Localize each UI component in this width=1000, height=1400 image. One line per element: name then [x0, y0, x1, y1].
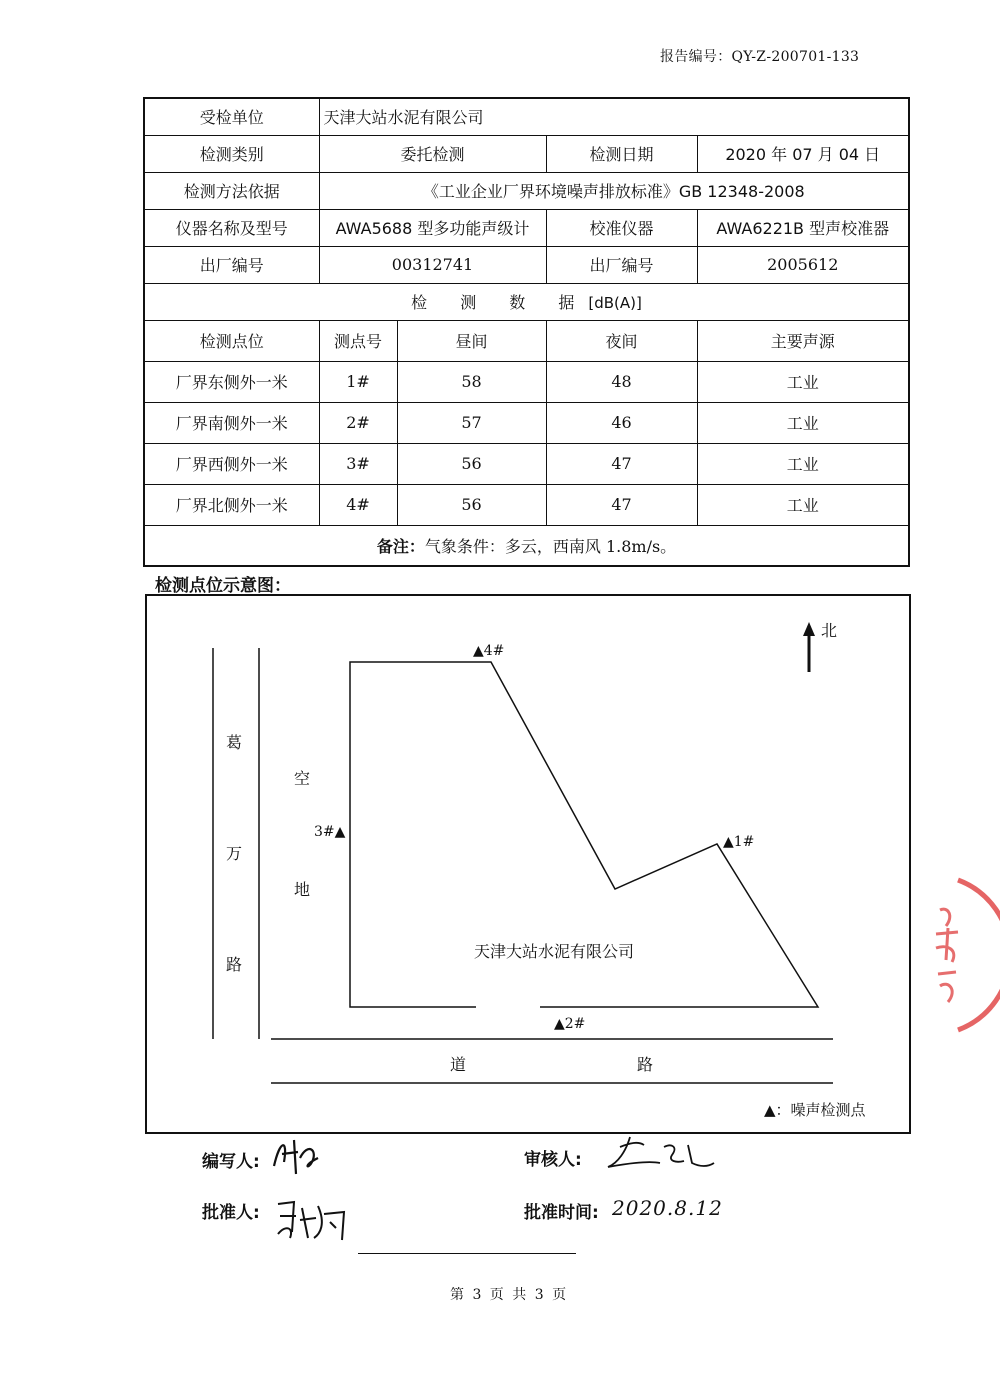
table-row: [144, 361, 909, 402]
row-point: 3#: [319, 443, 397, 484]
north-label: 北: [821, 621, 838, 640]
inspection-table: [143, 97, 910, 567]
header-point: 测点号: [319, 320, 397, 361]
calibrator-value: AWA6221B 型声校准器: [697, 209, 909, 246]
row-day: 56: [397, 484, 546, 525]
writer-signature: [268, 1132, 326, 1180]
row-point: 2#: [319, 402, 397, 443]
company-label: 天津大站水泥有限公司: [474, 942, 635, 961]
point-1-marker: ▲1#: [723, 834, 755, 850]
table-row: [144, 484, 909, 525]
west-road-char-3: 路: [226, 955, 243, 974]
approval-time-label: 批准时间:: [524, 1203, 599, 1223]
row-point: 4#: [319, 484, 397, 525]
instrument-label: 仪器名称及型号: [144, 209, 319, 246]
row-day: 58: [397, 361, 546, 402]
row-night: 48: [546, 361, 697, 402]
category-label: 检测类别: [144, 135, 319, 172]
row-night: 47: [546, 484, 697, 525]
approver-signature: [272, 1194, 354, 1244]
inspected-unit-label: 受检单位: [144, 98, 319, 135]
category-value: 委托检测: [319, 135, 546, 172]
south-road-char-1: 道: [450, 1055, 467, 1074]
approver-label: 批准人:: [202, 1203, 260, 1223]
instrument-serial-value: 00312741: [319, 246, 546, 283]
row-location: 厂界西侧外一米: [144, 443, 319, 484]
row-night: 47: [546, 443, 697, 484]
legend: ▲：噪声检测点: [764, 1101, 866, 1119]
row-source: 工业: [697, 361, 909, 402]
open-land-char-1: 空: [294, 769, 311, 788]
open-land-char-2: 地: [294, 880, 311, 899]
results-title: [144, 283, 909, 320]
diagram-label: 检测点位示意图：: [155, 576, 291, 596]
seal-stamp: [918, 870, 1000, 1040]
table-row: [144, 402, 909, 443]
south-road-char-2: 路: [637, 1055, 654, 1074]
serial-label: 出厂编号: [144, 246, 319, 283]
row-source: 工业: [697, 402, 909, 443]
point-2-marker: ▲2#: [554, 1016, 586, 1032]
page-number: 第 3 页 共 3 页: [450, 1287, 569, 1303]
note: [144, 525, 909, 566]
method-value: 《工业企业厂界环境噪声排放标准》GB 12348-2008: [319, 172, 909, 209]
footer-divider: [358, 1253, 576, 1254]
results-title-text: 检 测 数 据: [411, 293, 589, 312]
row-location: 厂界东侧外一米: [144, 361, 319, 402]
reviewer-signature: [600, 1133, 716, 1173]
header-night: 夜间: [546, 320, 697, 361]
row-night: 46: [546, 402, 697, 443]
calibrator-label: 校准仪器: [546, 209, 697, 246]
method-label: 检测方法依据: [144, 172, 319, 209]
point-4-marker: ▲4#: [473, 643, 505, 659]
header-location: 检测点位: [144, 320, 319, 361]
north-arrow-icon: [803, 622, 815, 636]
inspected-unit-value: 天津大站水泥有限公司: [319, 98, 909, 135]
calibrator-serial-label: 出厂编号: [546, 246, 697, 283]
writer-label: 编写人:: [202, 1152, 260, 1172]
note-text: 气象条件：多云，西南风 1.8m/s。: [424, 536, 677, 556]
point-3-marker: 3#▲: [314, 824, 346, 840]
instrument-value: AWA5688 型多功能声级计: [319, 209, 546, 246]
west-road-char-2: 万: [226, 844, 243, 863]
table-row: [144, 443, 909, 484]
approval-time-value: 2020.8.12: [612, 1196, 723, 1220]
row-source: 工业: [697, 484, 909, 525]
reviewer-label: 审核人:: [524, 1150, 582, 1170]
site-diagram: [145, 594, 911, 1134]
header-source: 主要声源: [697, 320, 909, 361]
row-point: 1#: [319, 361, 397, 402]
row-source: 工业: [697, 443, 909, 484]
calibrator-serial-value: 2005612: [697, 246, 909, 283]
row-location: 厂界南侧外一米: [144, 402, 319, 443]
row-day: 56: [397, 443, 546, 484]
report-number: 报告编号：QY-Z-200701-133: [660, 49, 860, 65]
date-value: 2020 年 07 月 04 日: [697, 135, 909, 172]
note-label: 备注：: [376, 536, 425, 556]
row-location: 厂界北侧外一米: [144, 484, 319, 525]
row-day: 57: [397, 402, 546, 443]
site-diagram-svg: [147, 596, 909, 1132]
west-road-char-1: 葛: [226, 733, 243, 752]
results-unit: [dB(A)]: [588, 294, 642, 312]
date-label: 检测日期: [546, 135, 697, 172]
header-day: 昼间: [397, 320, 546, 361]
